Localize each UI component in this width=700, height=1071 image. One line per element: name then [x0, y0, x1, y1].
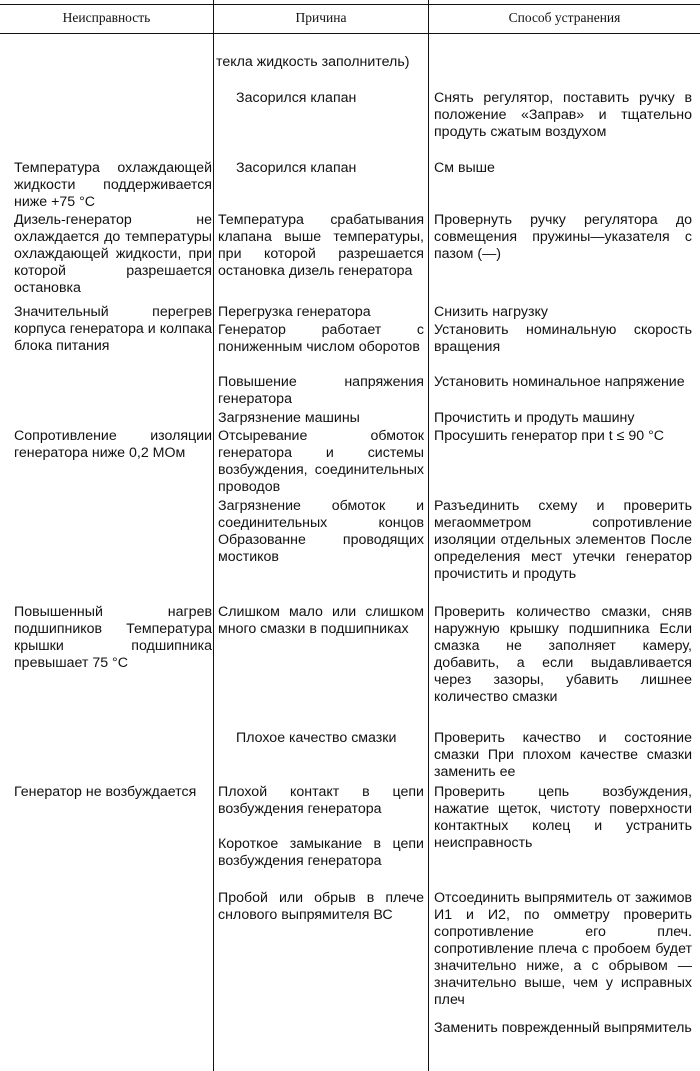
table-row	[0, 212, 700, 304]
cause-cell: Пробой или обрыв в плече снлового выпрямителя ВС	[218, 890, 424, 923]
table-row	[0, 730, 700, 784]
table-row	[0, 322, 700, 374]
table-row	[0, 428, 700, 498]
fault-cell: Значительный перегрев корпуса генератора и колпака блока питания	[14, 304, 212, 354]
fault-cell: Генератор не возбуждается	[14, 784, 197, 800]
remedy-cell: Провернуть ручку регулятора до совмещения пружины—указателя с пазом (—)	[434, 212, 692, 262]
remedy-cell: Снизить нагрузку	[434, 304, 548, 320]
cause-cell: Загрязнение обмоток и соединительных концов Образованне проводящих мостиков	[218, 498, 424, 565]
cause-cell: Плохой контакт в цепи возбуждения генератора	[218, 784, 424, 817]
remedy-cell: Разъединить схему и проверить мегаомметром сопротивление изоляции отдельных элементов После определения мест утечки генератор прочистить и продуть	[434, 498, 692, 582]
remedy-cell: Отсоединить выпрямитель от зажимов И1 и И2, по омметру проверить сопротивление его плеч. сопротивление плеча с пробоем будет значительно ниже, а с обрывом — значительно выше, чем у исправных плеч	[434, 890, 692, 1008]
table-row	[0, 498, 700, 604]
remedy-cell: Прочистить и продуть машину	[434, 410, 635, 426]
cause-cell: Засорился клапан	[236, 90, 357, 106]
header-top-rule	[0, 4, 700, 5]
fault-cell: Сопротивление изоляции генератора ниже 0,2 МОм	[14, 428, 212, 461]
remedy-cell: Проверить цепь возбуждения, нажатие щеток, чистоту поверхности контактных колец и устранить неисправность	[434, 784, 692, 851]
cause-cell: Температура срабатывания клапана выше температуры, при которой разрешается остановка дизель генератора	[218, 212, 424, 279]
header-bottom-rule	[0, 33, 700, 34]
cause-cell: Короткое замыкание в цепи возбуждения генератора	[218, 836, 424, 869]
cause-cell: Генератор работает с пониженным числом оборотов	[218, 322, 424, 355]
table-row	[0, 54, 700, 90]
remedy-cell: Установить номинальное напряжение	[434, 374, 685, 390]
remedy-cell: См выше	[434, 160, 495, 176]
table-row	[0, 90, 700, 160]
table-row	[0, 1020, 700, 1060]
fault-cell: Температура охлаждающей жидкости поддерживается ниже +75 °С	[14, 160, 212, 210]
remedy-cell: Заменить поврежденный выпрямитель	[434, 1020, 692, 1036]
table-row	[0, 374, 700, 410]
remedy-cell: Проверить качество и состояние смазки При плохом качестве смазки заменить ее	[434, 730, 692, 780]
header-fault: Неисправность	[62, 10, 151, 25]
cause-cell: Слишком мало или слишком много смазки в подшипниках	[218, 604, 424, 637]
table-row	[0, 890, 700, 1020]
remedy-cell: Просушить генератор при t ≤ 90 °С	[434, 428, 665, 444]
cause-cell: Перегрузка генератора	[218, 304, 371, 320]
cause-cell: Плохое качество смазки	[236, 730, 397, 746]
header-remedy: Способ устранения	[508, 10, 621, 25]
table-row	[0, 410, 700, 428]
table-row	[0, 604, 700, 730]
table-row	[0, 160, 700, 212]
fault-cell: Дизель-генератор не охлаждается до температуры охлаждающей жидкости, при которой разрешается остановка	[14, 212, 212, 296]
table-row	[0, 836, 700, 890]
fault-cell: Повышенный нагрев подшипников Температура крышки подшипника превышает 75 °С	[14, 604, 212, 671]
cause-cell: текла жидкость заполнитель)	[216, 54, 410, 70]
cause-cell: Засорился клапан	[236, 160, 357, 176]
remedy-cell: Проверить количество смазки, сняв наружную крышку подшипника Если смазка не заполняет камеру, добавить, а если выдавливается через зазоры, убавить лишнее количество смазки	[434, 604, 692, 705]
cause-cell: Отсыревание обмоток генератора и системы возбуждения, соединительных проводов	[218, 428, 424, 495]
header-cause: Причина	[295, 10, 347, 25]
remedy-cell: Снять регулятор, поставить ручку в положение «Заправ» и тщательно продуть сжатым воздухом	[434, 90, 692, 140]
remedy-cell: Установить номинальную скорость вращения	[434, 322, 692, 355]
table-row	[0, 784, 700, 851]
cause-cell: Загрязнение машины	[218, 410, 360, 426]
cause-cell: Повышение напряжения генератора	[218, 374, 424, 407]
